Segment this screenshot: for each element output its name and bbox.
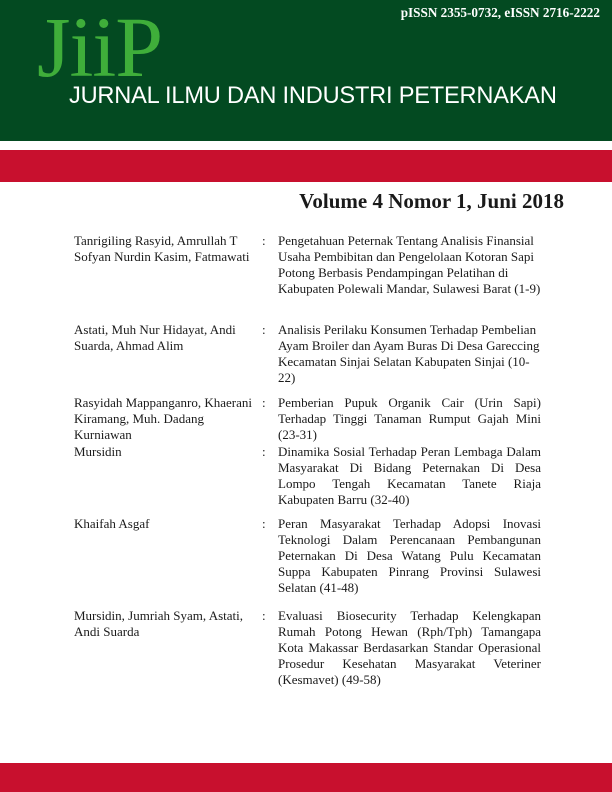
toc-authors: Tanrigiling Rasyid, Amrullah T Sofyan Nurdin Kasim, Fatmawati — [74, 233, 250, 264]
journal-name: JURNAL ILMU DAN INDUSTRI PETERNAKAN — [69, 83, 557, 109]
issn-text: pISSN 2355-0732, eISSN 2716-2222 — [400, 5, 600, 20]
toc-authors: Rasyidah Mappanganro, Khaerani Kiramang, Muh. Dadang Kurniawan — [74, 395, 252, 442]
toc-title: Analisis Perilaku Konsumen Terhadap Pembelian Ayam Broiler dan Ayam Buras Di Desa Gareccing Kecamatan Sinjai Selatan Kabupaten Sinjai (10-22) — [278, 322, 540, 385]
toc-title: Evaluasi Biosecurity Terhadap Kelengkapan Rumah Potong Hewan (Rph/Tph) Tamangapa Kota Makassar Berdasarkan Standar Operasional Prosedur Kesehatan Masyarakat Veteriner (Kesmavet) (49-58) — [278, 608, 541, 687]
red-band-top — [0, 150, 612, 182]
toc-title: Pemberian Pupuk Organik Cair (Urin Sapi) Terhadap Tinggi Tanaman Rumput Gajah Mini (23-31) — [278, 395, 541, 442]
volume-issue: Volume 4 Nomor 1, Juni 2018 — [299, 189, 564, 213]
toc-authors: Mursidin, Jumriah Syam, Astati, Andi Suarda — [74, 608, 243, 639]
toc-separator: : — [262, 395, 266, 410]
toc-authors: Khaifah Asgaf — [74, 516, 150, 531]
toc-separator: : — [262, 516, 266, 531]
toc-separator: : — [262, 322, 266, 337]
toc-separator: : — [262, 444, 266, 459]
toc-authors: Mursidin — [74, 444, 122, 459]
journal-logo: JiiP — [37, 0, 163, 95]
red-band-bottom — [0, 763, 612, 792]
cover-header — [0, 0, 612, 141]
toc-title: Pengetahuan Peternak Tentang Analisis Finansial Usaha Pembibitan dan Pengelolaan Kotoran Sapi Potong Berbasis Pendampingan Pelatihan di Kabupaten Polewali Mandar, Sulawesi Barat (1-9) — [278, 233, 541, 296]
toc-separator: : — [262, 608, 266, 623]
toc-separator: : — [262, 233, 266, 248]
toc-authors: Astati, Muh Nur Hidayat, Andi Suarda, Ahmad Alim — [74, 322, 236, 353]
toc-title: Dinamika Sosial Terhadap Peran Lembaga Dalam Masyarakat Di Bidang Peternakan Di Desa Lompo Tengah Kecamatan Tanete Riaja Kabupaten Barru (32-40) — [278, 444, 541, 507]
toc-title: Peran Masyarakat Terhadap Adopsi Inovasi Teknologi Dalam Perencanaan Pembangunan Peternakan Di Desa Watang Pulu Kecamatan Suppa Kabupaten Pinrang Provinsi Sulawesi Selatan (41-48) — [278, 516, 541, 595]
